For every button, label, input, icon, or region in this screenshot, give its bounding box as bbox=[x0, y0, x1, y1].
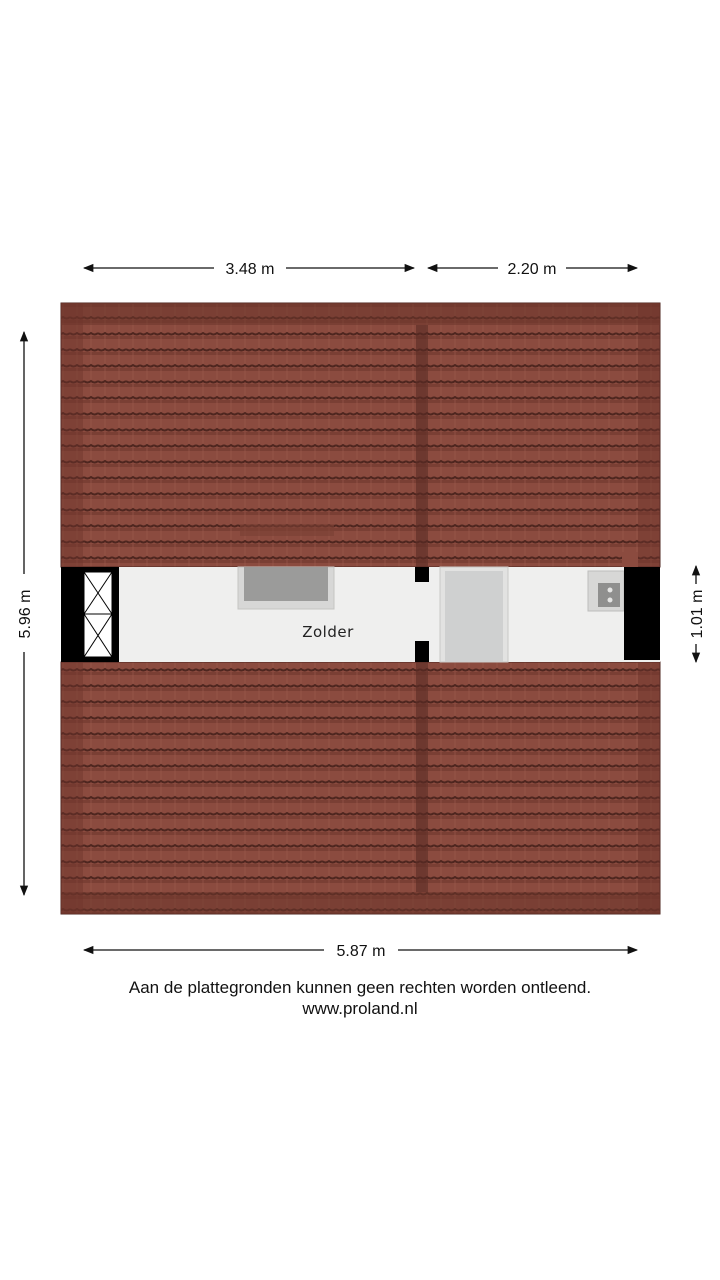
dimension-right-label: 1.01 m bbox=[689, 589, 706, 639]
dimension-top-right-label: 2.20 m bbox=[507, 261, 557, 278]
dimension-top-left-label: 3.48 m bbox=[225, 261, 275, 278]
dimension-left bbox=[17, 332, 34, 895]
stair-hatch bbox=[61, 567, 119, 662]
disclaimer-text: Aan de plattegronden kunnen geen rechten worden ontleend. bbox=[128, 978, 592, 997]
website-link[interactable]: www.proland.nl bbox=[302, 999, 418, 1018]
dimension-top-left bbox=[84, 261, 414, 278]
roof-upper bbox=[61, 303, 660, 567]
storage-cabinet bbox=[440, 567, 508, 662]
wall-post-lower bbox=[415, 641, 429, 662]
room-label-zolder: Zolder bbox=[302, 623, 354, 641]
attic-floor bbox=[61, 567, 660, 662]
roof-lower bbox=[61, 662, 660, 914]
dimension-top-right bbox=[428, 261, 637, 278]
wall-post-upper bbox=[415, 567, 429, 582]
dimension-bottom bbox=[84, 943, 637, 960]
dimension-left-label: 5.96 m bbox=[17, 589, 34, 639]
dimension-bottom-label: 5.87 m bbox=[336, 943, 386, 960]
right-wall bbox=[624, 567, 660, 660]
dimension-right bbox=[689, 566, 706, 662]
skylight bbox=[238, 567, 334, 609]
boiler bbox=[588, 571, 624, 611]
